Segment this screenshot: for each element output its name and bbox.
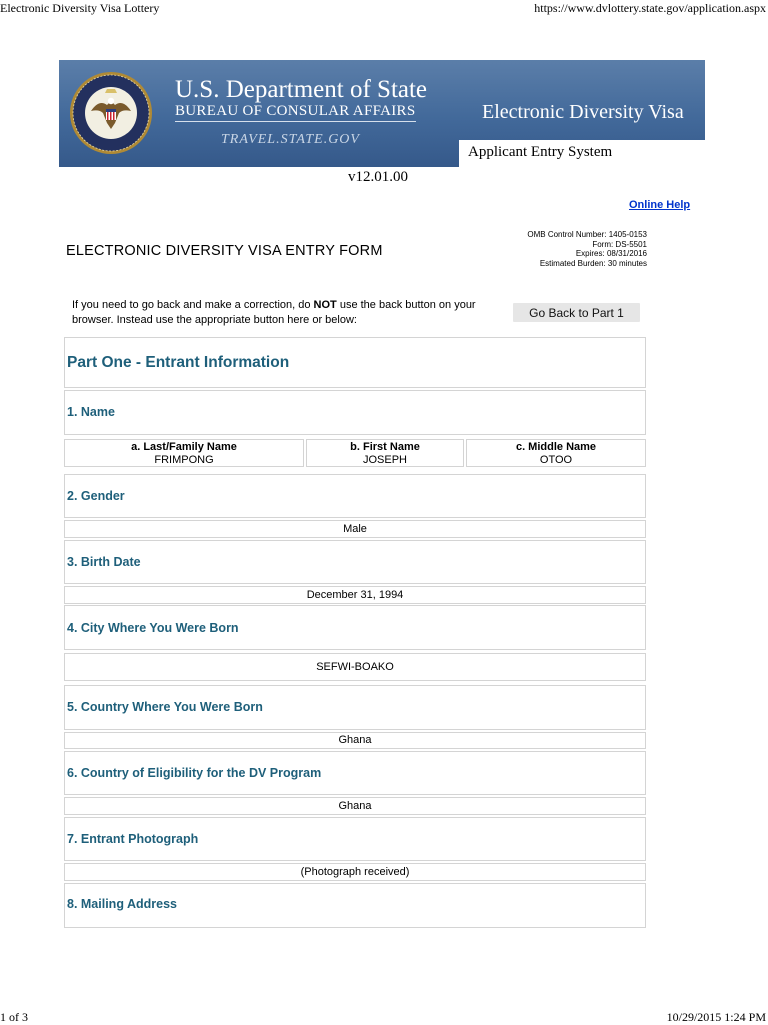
middle-name-value: OTOO [539,454,573,466]
last-name-value: FRIMPONG [154,454,214,466]
omb-info [527,230,647,268]
section-photograph-heading: 7. Entrant Photograph [67,832,199,846]
omb-burden: Estimated Burden: 30 minutes [539,258,647,268]
print-footer-page-count: 1 of 3 [0,1010,28,1024]
print-header-title: Electronic Diversity Visa Lottery [0,1,160,15]
section-photograph-header [64,817,646,861]
gender-value: Male [64,520,646,538]
part-title: Part One - Entrant Information [67,354,290,371]
department-seal-icon [69,71,153,155]
eligibility-country-value: Ghana [64,797,646,815]
section-name-heading: 1. Name [67,405,115,419]
back-navigation-notice [72,298,492,328]
print-footer-datetime: 10/29/2015 1:24 PM [666,1010,766,1024]
section-birth-date-header [64,540,646,584]
version-label: v12.01.00 [348,169,408,185]
middle-name-label: c. Middle Name [515,441,597,453]
section-eligibility-heading: 6. Country of Eligibility for the DV Program [67,766,322,780]
section-mailing-address-heading: 8. Mailing Address [67,897,177,911]
section-birth-city-heading: 4. City Where You Were Born [67,621,239,635]
header-banner [59,60,705,167]
first-name-label: b. First Name [350,441,420,453]
section-eligibility-header [64,751,646,795]
name-fields-row [64,437,646,469]
notice-text-before: If you need to go back and make a correction, do [72,299,314,311]
section-birth-city-header [64,605,646,650]
photograph-status-value: (Photograph received) [64,863,646,881]
first-name-cell [306,439,464,467]
section-birth-country-header [64,685,646,730]
department-title: U.S. Department of State [175,76,428,103]
last-name-label: a. Last/Family Name [131,441,237,453]
section-name-header [64,390,646,435]
system-title: Applicant Entry System [468,144,613,160]
omb-form-number: Form: DS-5501 [592,239,647,249]
bureau-title: BUREAU OF CONSULAR AFFAIRS [175,102,416,122]
section-mailing-address-header [64,883,646,928]
last-name-cell [64,439,304,467]
section-gender-heading: 2. Gender [67,489,125,503]
notice-text-after: use the back button on your browser. Instead use the appropriate button here or below: [72,299,476,326]
omb-expires: Expires: 08/31/2016 [575,249,647,258]
section-birth-country-heading: 5. Country Where You Were Born [67,700,263,714]
part-one-header [64,337,646,388]
form-title: ELECTRONIC DIVERSITY VISA ENTRY FORM [66,243,383,259]
print-header-url: https://www.dvlottery.state.gov/application.aspx [534,1,766,15]
birth-city-value: SEFWI-BOAKO [64,653,646,681]
first-name-value: JOSEPH [362,454,407,466]
middle-name-cell [466,439,646,467]
section-gender-header [64,474,646,518]
omb-control-number: OMB Control Number: 1405-0153 [527,230,647,239]
product-title: Electronic Diversity Visa [482,101,684,123]
go-back-to-part1-button[interactable]: Go Back to Part 1 [513,303,640,322]
birth-date-value: December 31, 1994 [64,586,646,604]
section-birth-date-heading: 3. Birth Date [67,555,141,569]
birth-country-value: Ghana [64,732,646,749]
notice-emphasis: NOT [313,299,337,311]
travel-state-gov-text: TRAVEL.STATE.GOV [221,132,360,147]
online-help-link[interactable]: Online Help [629,199,691,211]
